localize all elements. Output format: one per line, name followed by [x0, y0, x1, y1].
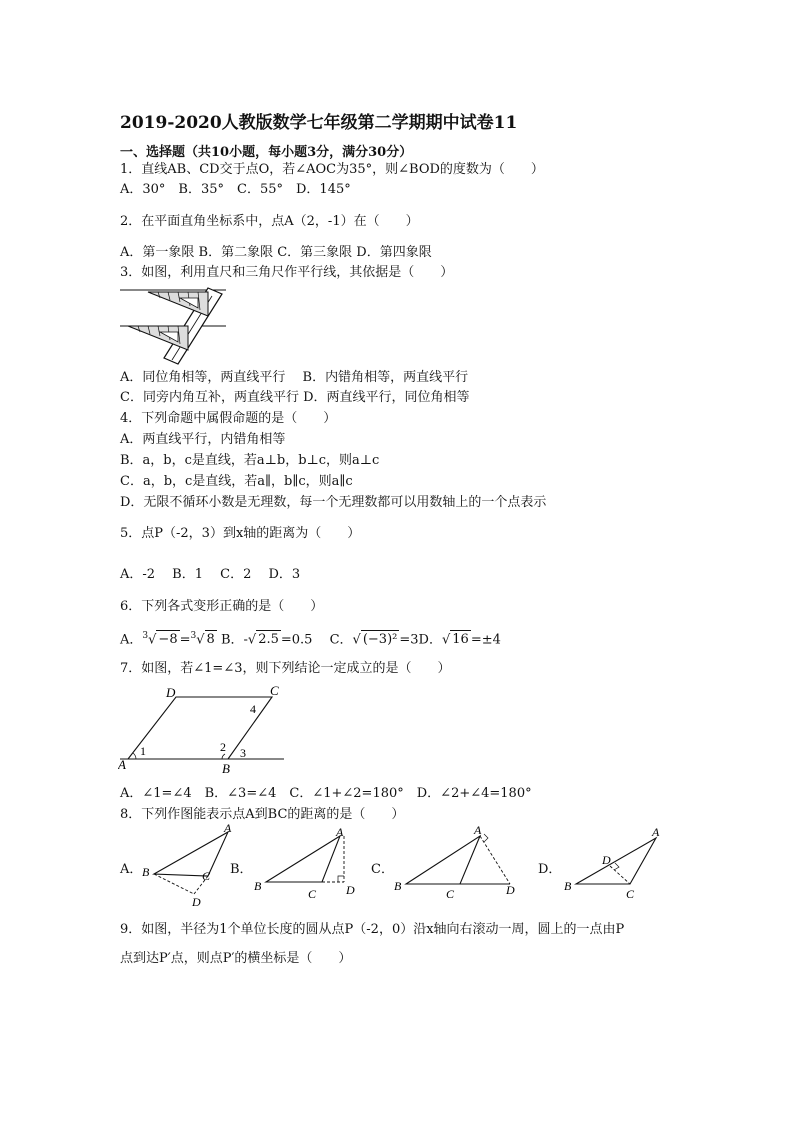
q6-c-radicand: (−3)²	[362, 632, 398, 648]
angle-2: 2	[220, 740, 226, 754]
parallelogram-figure	[118, 683, 288, 775]
q8b-point-b: B	[254, 879, 262, 893]
q6-a-radicand-1: −8	[158, 632, 178, 648]
q4-option-d: D．无限不循环小数是无理数，每一个无理数都可以用数轴上的一个点表示	[120, 495, 547, 510]
q6-options: A．$^3$√ −8 =$^3$√ 8 B．-√ 2.5 =0.5 C．√ (−3)² =3D．√ 16 =±4	[120, 631, 501, 648]
q8a-point-b: B	[142, 865, 150, 879]
q8d-point-b: B	[564, 879, 572, 893]
label-b: B	[222, 761, 230, 775]
q6-a-index: 3	[142, 631, 149, 641]
q4-option-a: A．两直线平行，内错角相等	[120, 432, 286, 447]
q6-a-label: A．	[120, 632, 143, 648]
q3-options-ab: A．同位角相等，两直线平行 B．内错角相等，两直线平行	[120, 370, 469, 385]
q8c-point-a: A	[474, 823, 482, 837]
q4-option-c: C．a，b，c是直线，若a∥，b∥c，则a∥c	[120, 474, 353, 489]
q8c-point-b: B	[394, 879, 402, 893]
q9-line-2: 点到达P′点，则点P′的横坐标是（ ）	[120, 951, 352, 966]
q8d-point-d: D	[602, 853, 611, 867]
q8-figure-b	[252, 822, 362, 902]
q8-figure-a	[140, 822, 240, 906]
q6-a-index-2: 3	[190, 631, 197, 641]
q8-option-a-label: A．	[120, 862, 143, 877]
label-d: D	[166, 685, 176, 700]
section-heading: 一、选择题（共10小题，每小题3分，满分30分）	[120, 145, 413, 160]
angle-4: 4	[250, 702, 256, 716]
q6-a-radicand-2: 8	[206, 632, 215, 648]
q8-option-d-label: D．	[538, 862, 562, 877]
q6-b-radicand: 2.5	[258, 632, 279, 648]
q8-figure-d	[562, 822, 672, 902]
label-c: C	[270, 683, 279, 698]
q8a-point-c: C	[202, 869, 211, 883]
q8a-point-a: A	[224, 822, 232, 835]
q5-stem: 5．点P（-2，3）到x轴的距离为（ ）	[120, 526, 361, 541]
q8-stem: 8．下列作图能表示点A到BC的距离的是（ ）	[120, 807, 405, 822]
q6-a-equals: =	[179, 632, 191, 648]
q6-b-result: =0.5 C．	[280, 632, 353, 648]
q8b-point-c: C	[308, 887, 317, 901]
q8c-point-c: C	[446, 887, 455, 901]
q8d-point-c: C	[626, 887, 635, 901]
q5-options: A．-2 B．1 C．2 D．3	[120, 567, 301, 582]
q6-b-label: B．-	[216, 632, 248, 648]
q3-stem: 3．如图，利用直尺和三角尺作平行线，其依据是（ ）	[120, 265, 454, 280]
q2-stem: 2．在平面直角坐标系中，点A（2，-1）在（ ）	[120, 214, 419, 229]
q8b-point-d: D	[346, 883, 355, 897]
q8d-point-a: A	[652, 825, 660, 839]
q3-options-cd: C．同旁内角互补，两直线平行 D．两直线平行，同位角相等	[120, 390, 470, 405]
q8-option-b-label: B．	[230, 862, 253, 877]
q8b-point-a: A	[336, 825, 344, 839]
q6-stem: 6．下列各式变形正确的是（ ）	[120, 599, 324, 614]
ruler-triangle-figure	[118, 286, 230, 366]
q6-d-result: =±4	[470, 632, 501, 648]
q1-options: A．30° B．35° C．55° D．145°	[120, 182, 351, 197]
angle-1: 1	[140, 744, 146, 758]
q7-stem: 7．如图，若∠1=∠3，则下列结论一定成立的是（ ）	[120, 661, 451, 676]
angle-3: 3	[240, 746, 246, 760]
q8-option-c-label: C．	[371, 862, 394, 877]
q6-d-radicand: 16	[452, 632, 469, 648]
q9-line-1: 9．如图，半径为1个单位长度的圆从点P（-2，0）沿x轴向右滚动一周，圆上的一点由P	[120, 922, 625, 937]
q8-figure-c	[392, 822, 522, 902]
q2-options: A．第一象限 B．第二象限 C．第三象限 D．第四象限	[120, 245, 432, 260]
q7-options: A．∠1=∠4 B．∠3=∠4 C．∠1+∠2=180° D．∠2+∠4=180°	[120, 786, 532, 801]
q6-c-result: =3D．	[399, 632, 442, 648]
q4-stem: 4．下列命题中属假命题的是（ ）	[120, 411, 337, 426]
q8c-point-d: D	[506, 883, 515, 897]
page-title: 2019-2020人教版数学七年级第二学期期中试卷11	[120, 113, 518, 133]
q8a-point-d: D	[192, 895, 201, 906]
label-a: A	[118, 757, 126, 772]
q4-option-b: B．a，b，c是直线，若a⊥b，b⊥c，则a⊥c	[120, 453, 380, 468]
q1-stem: 1．直线AB、CD交于点O，若∠AOC为35°，则∠BOD的度数为（ ）	[120, 162, 544, 177]
